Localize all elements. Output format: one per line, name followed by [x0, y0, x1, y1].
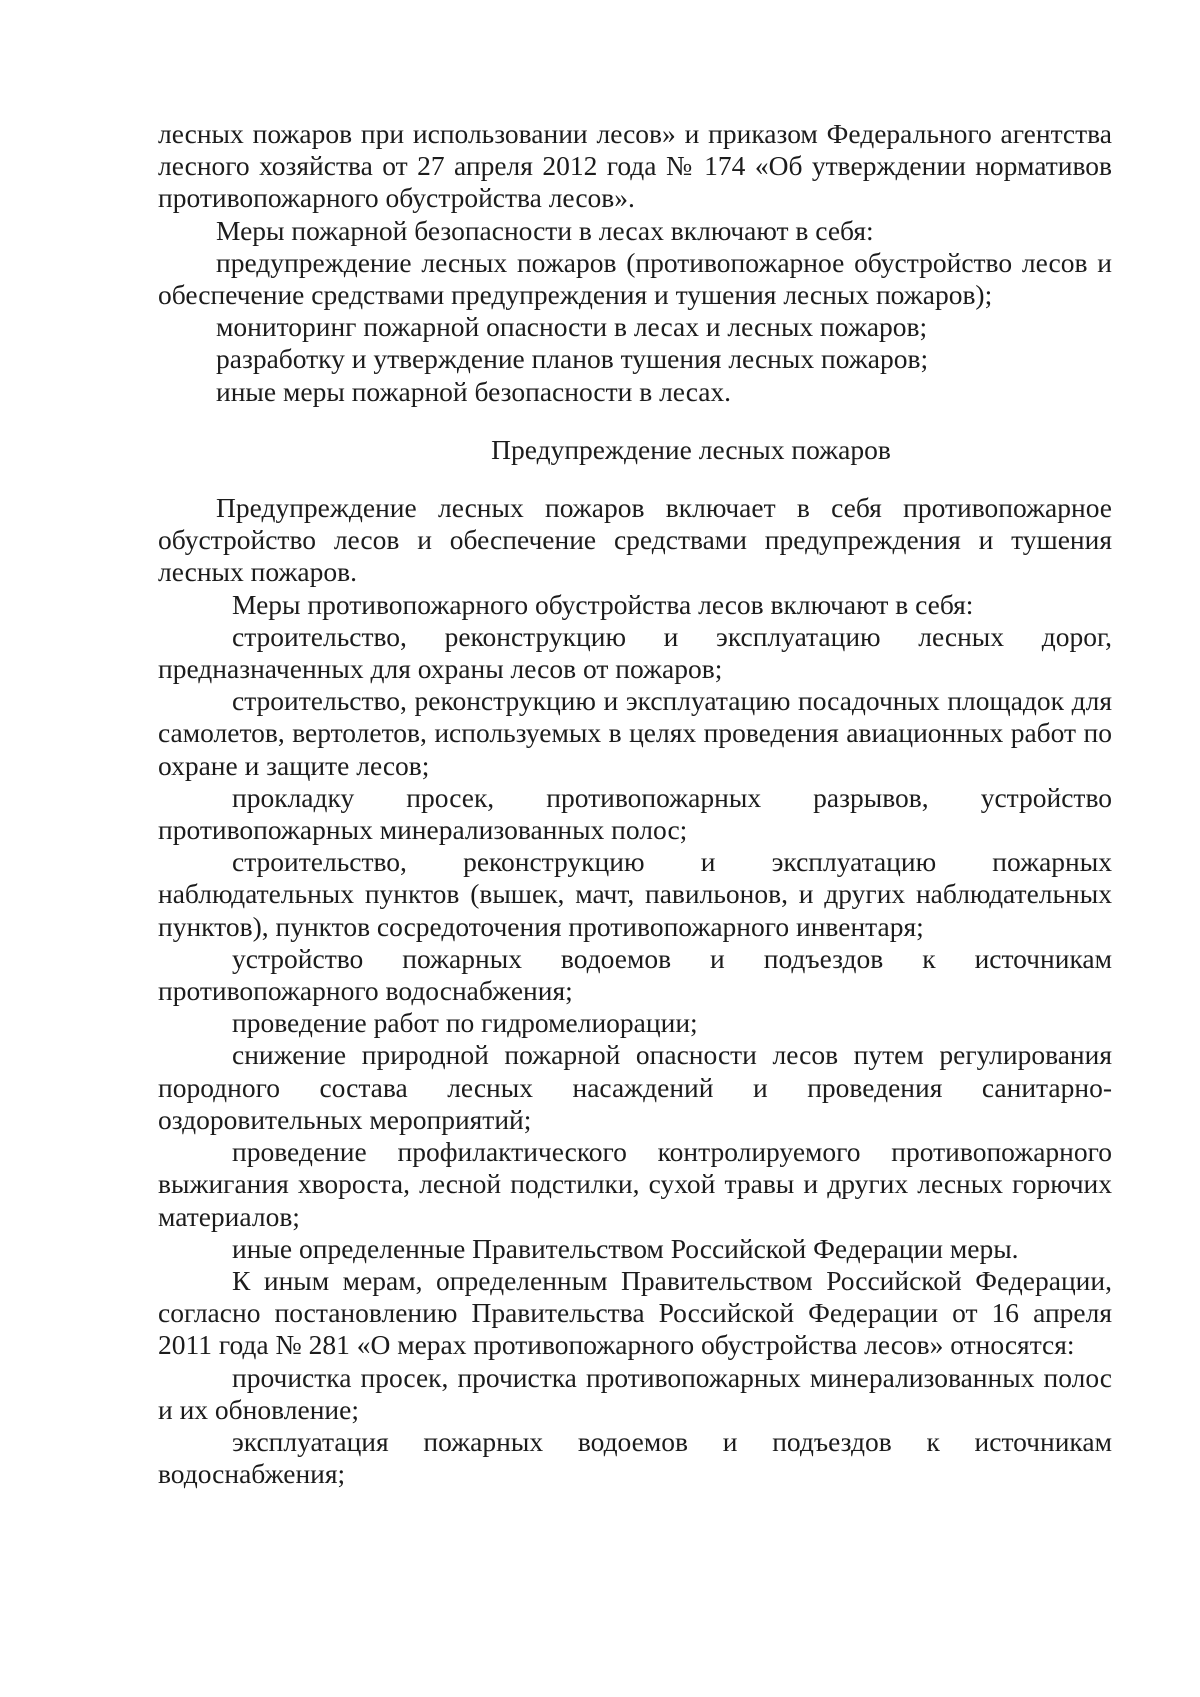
spacer [158, 408, 1112, 434]
list-item-fire-prevention: предупреждение лесных пожаров (противопожарное обустройство лесов и обеспечение средствами предупреждения и тушения лесных пожаров); [158, 246, 1112, 311]
list-item-other-measures: иные меры пожарной безопасности в лесах. [216, 375, 732, 407]
list-item-clearing-cleanup: прочистка просек, прочистка противопожарных минерализованных полос и их обновление; [158, 1361, 1112, 1425]
list-item-hydromelioration: проведение работ по гидромелиорации; [232, 1007, 698, 1039]
paragraph-other-measures-decree: К иным мерам, определенным Правительством Российской Федерации, согласно постановлению Правительства Российской Федерации от 16 апреля 2011 года № 281 «О мерах противопожарного обустройства лесов» относятся: [158, 1264, 1112, 1361]
list-item-clearings: прокладку просек, противопожарных разрывов, устройство противопожарных минерализованных полос; [158, 781, 1112, 846]
paragraph-prevention-includes: Предупреждение лесных пожаров включает в себя противопожарное обустройство лесов и обеспечение средствами предупреждения и тушения лесных пожаров. [158, 492, 1112, 588]
list-item-reservoir-operation: эксплуатация пожарных водоемов и подъездов к источникам водоснабжения; [158, 1425, 1112, 1490]
paragraph-arrangement-measures: Меры противопожарного обустройства лесов включают в себя: [232, 588, 974, 620]
list-item-controlled-burning: проведение профилактического контролируемого противопожарного выжигания хвороста, лесной подстилки, сухой травы и других лесных горючих материалов; [158, 1136, 1112, 1232]
list-item-forest-roads: строительство, реконструкцию и эксплуатацию лесных дорог, предназначенных для охраны лесов от пожаров; [158, 620, 1112, 685]
list-item-landing-sites: строительство, реконструкцию и эксплуатацию посадочных площадок для самолетов, вертолетов, используемых в целях проведения авиационных работ по охране и защите лесов; [158, 685, 1112, 781]
section-heading: Предупреждение лесных пожаров [491, 433, 891, 465]
paragraph-fire-safety-measures: Меры пожарной безопасности в лесах включают в себя: [216, 214, 874, 246]
paragraph-intro-continuation: лесных пожаров при использовании лесов» и приказом Федерального агентства лесного хозяйства от 27 апреля 2012 года № 174 «Об утверждении нормативов противопожарного обустройства лесов». [158, 118, 1112, 214]
spacer [158, 466, 1112, 492]
list-item-hazard-reduction: снижение природной пожарной опасности лесов путем регулирования породного состава лесных насаждений и проведения санитарно-оздоровительных мероприятий; [158, 1039, 1112, 1135]
list-item-observation-points: строительство, реконструкцию и эксплуатацию пожарных наблюдательных пунктов (вышек, мачт, павильонов, и других наблюдательных пунктов), пунктов сосредоточения противопожарного инвентаря; [158, 846, 1112, 942]
list-item-extinguishing-plans: разработку и утверждение планов тушения лесных пожаров; [216, 343, 929, 375]
list-item-monitoring: мониторинг пожарной опасности в лесах и лесных пожаров; [216, 311, 928, 343]
list-item-fire-reservoirs: устройство пожарных водоемов и подъездов к источникам противопожарного водоснабжения; [158, 942, 1112, 1007]
page-body [158, 118, 1112, 1490]
list-item-government-measures: иные определенные Правительством Российской Федерации меры. [232, 1232, 1019, 1264]
